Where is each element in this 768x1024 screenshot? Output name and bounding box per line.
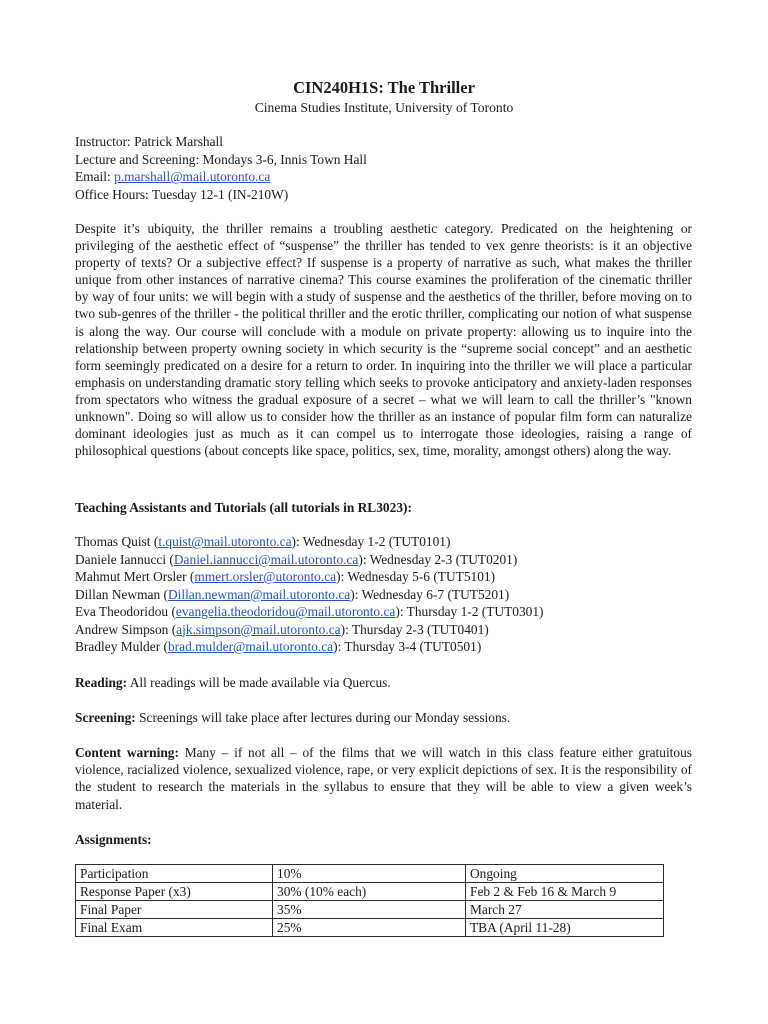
ta-email-link[interactable]: mmert.orsler@utoronto.ca <box>194 569 337 584</box>
content-warning-text: Many – if not all – of the films that we will watch in this class feature either gratuitous violence, racialized violence, sexualized violence, rape, or very explicit depictions of sex. It is the responsibility of the student to research the materials in the syllabus to ensure that they will be able to view a given week’s material. <box>75 745 692 812</box>
table-cell: Final Exam <box>76 919 273 937</box>
ta-row <box>75 621 715 639</box>
document-header <box>0 78 768 117</box>
ta-email-link[interactable]: ajk.simpson@mail.utoronto.ca <box>176 621 341 637</box>
ta-name: Thomas Quist ( <box>75 534 159 549</box>
instructor-email-link[interactable]: p.marshall@mail.utoronto.ca <box>114 169 271 184</box>
reading-label: Reading: <box>75 675 128 690</box>
content-warning-paragraph <box>75 744 692 813</box>
screening-text: Screenings will take place after lectures during our Monday sessions. <box>135 710 511 725</box>
reading-text: All readings will be made available via Quercus. <box>127 675 391 690</box>
ta-slot: ): Wednesday 1-2 (TUT0101) <box>291 534 451 549</box>
table-cell: 10% <box>273 865 466 883</box>
table-cell: 25% <box>273 919 466 937</box>
ta-name: Daniele Iannucci ( <box>75 551 174 567</box>
ta-email-link[interactable]: t.quist@mail.utoronto.ca <box>158 534 292 549</box>
screening-label: Screening: <box>75 710 136 725</box>
table-cell: Final Paper <box>76 901 273 919</box>
assignments-heading: Assignments: <box>75 832 152 847</box>
table-cell: Ongoing <box>466 865 664 883</box>
table-row <box>76 883 664 901</box>
email-label: Email: <box>75 169 115 184</box>
assignments-table <box>75 864 664 937</box>
ta-row <box>75 551 715 569</box>
table-cell: 30% (10% each) <box>273 883 466 901</box>
table-cell: Participation <box>76 865 273 883</box>
ta-row <box>75 586 715 604</box>
course-title: CIN240H1S: The Thriller <box>293 78 475 97</box>
ta-slot: ): Thursday 3-4 (TUT0501) <box>333 639 482 654</box>
ta-heading: Teaching Assistants and Tutorials (all tutorials in RL3023): <box>75 500 412 515</box>
ta-slot: ): Wednesday 6-7 (TUT5201) <box>350 586 510 602</box>
ta-name: Bradley Mulder ( <box>75 639 168 654</box>
ta-row <box>75 533 715 551</box>
ta-name: Eva Theodoridou ( <box>75 604 176 619</box>
table-row <box>76 919 664 937</box>
ta-email-link[interactable]: Dillan.newman@mail.utoronto.ca <box>167 586 351 602</box>
course-info <box>75 133 695 203</box>
table-cell: Response Paper (x3) <box>76 883 273 901</box>
ta-email-link[interactable]: brad.mulder@mail.utoronto.ca <box>167 639 334 654</box>
ta-name: Andrew Simpson ( <box>75 621 177 637</box>
ta-list <box>75 533 715 656</box>
lecture-line: Lecture and Screening: Mondays 3-6, Innis Town Hall <box>75 151 367 167</box>
email-line <box>75 168 695 186</box>
ta-row <box>75 638 715 656</box>
office-hours-line: Office Hours: Tuesday 12-1 (IN-210W) <box>75 186 289 202</box>
course-description: Despite it’s ubiquity, the thriller remains a troubling aesthetic category. Predicated on the heightening or privileging of the aesthetic effect of “suspense” the thriller has tended to vex genre theorists: is it an objective property of texts? Or a subjective effect? If suspense is a property of narrative as such, what makes the thriller unique from other instances of narrative cinema? This course examines the proliferation of the cinematic thriller by way of four units: we will begin with a study of suspense and the aesthetics of the thriller, before moving on to two sub-genres of the thriller - the political thriller and the erotic thriller, complicating our notion of what suspense is along the way. Our course will conclude with a module on private property: allowing us to inquire into the relationship between property owning society in which security is the “supreme social concept” and an aesthetic form seemingly predicated on a desire for a return to order. In inquiring into the thriller we will place a particular emphasis on understanding dramatic story telling which seeks to provoke anticipatory and anxiety-laden responses from spectators who witness the gradual exposure of a secret – what we will learn to call the thriller’s "known unknown". Doing so will allow us to consider how the thriller as an instance of popular film form can naturalize dominant ideologies just as much as it can compel us to interrogate those ideologies, raising a range of philosophical questions (about concepts like space, politics, sex, time, morality, amongst others) along the way. <box>75 221 692 459</box>
table-cell: TBA (April 11-28) <box>466 919 664 937</box>
reading-paragraph <box>75 674 692 691</box>
institute-subtitle: Cinema Studies Institute, University of Toronto <box>254 100 514 115</box>
table-cell: March 27 <box>466 901 664 919</box>
ta-slot: ): Thursday 1-2 (TUT0301) <box>395 604 544 619</box>
screening-paragraph <box>75 709 692 726</box>
ta-email-link[interactable]: Daniel.iannucci@mail.utoronto.ca <box>173 551 359 567</box>
table-row <box>76 865 664 883</box>
ta-row <box>75 568 715 586</box>
table-cell: 35% <box>273 901 466 919</box>
ta-slot: ): Wednesday 2-3 (TUT0201) <box>358 551 518 567</box>
ta-email-link[interactable]: evangelia.theodoridou@mail.utoronto.ca <box>175 604 396 619</box>
instructor-line: Instructor: Patrick Marshall <box>75 134 224 149</box>
ta-row <box>75 603 715 621</box>
ta-name: Mahmut Mert Orsler ( <box>75 569 195 584</box>
table-row <box>76 901 664 919</box>
ta-name: Dillan Newman ( <box>75 586 168 602</box>
content-warning-label: Content warning: <box>75 745 179 760</box>
ta-slot: ): Thursday 2-3 (TUT0401) <box>340 621 489 637</box>
table-cell: Feb 2 & Feb 16 & March 9 <box>466 883 664 901</box>
ta-slot: ): Wednesday 5-6 (TUT5101) <box>336 569 496 584</box>
